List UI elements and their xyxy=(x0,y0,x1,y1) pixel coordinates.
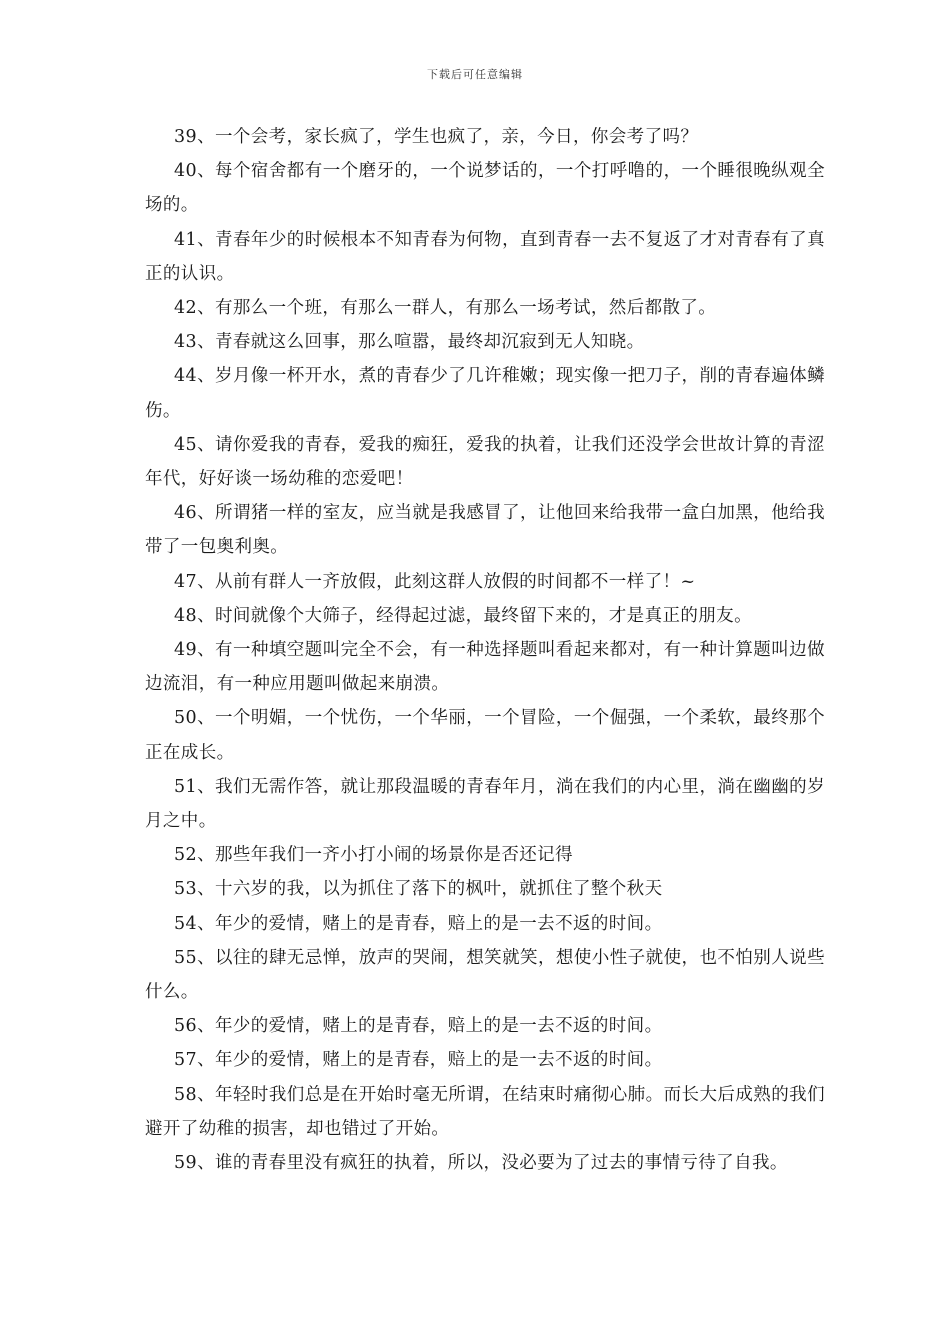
paragraph-56: 56、年少的爱情，赌上的是青春，赔上的是一去不返的时间。 xyxy=(174,1016,663,1037)
paragraph-48: 48、时间就像个大筛子，经得起过滤，最终留下来的，才是真正的朋友。 xyxy=(174,605,752,626)
paragraph-50: 50、一个明媚，一个忧伤，一个华丽，一个冒险，一个倔强，一个柔软，最终那个正在成长。 xyxy=(145,708,825,763)
paragraph-51: 51、我们无需作答，就让那段温暖的青春年月，淌在我们的内心里，淌在幽幽的岁月之中。 xyxy=(145,776,825,832)
paragraph-45: 45、请你爱我的青春，爱我的痴狂，爱我的执着，让我们还没学会世故计算的青涩年代，好好谈一场幼稚的恋爱吧！ xyxy=(145,434,825,490)
paragraph-53: 53、十六岁的我，以为抓住了落下的枫叶，就抓住了整个秋天 xyxy=(174,879,663,900)
paragraph-41: 41、青春年少的时候根本不知青春为何物，直到青春一去不复返了才对青春有了真正的认识。 xyxy=(145,229,825,284)
paragraph-59: 59、谁的青春里没有疯狂的执着，所以，没必要为了过去的事情亏待了自我。 xyxy=(174,1153,788,1174)
paragraph-42: 42、有那么一个班，有那么一群人，有那么一场考试，然后都散了。 xyxy=(174,298,717,319)
page-header: 下载后可任意编辑 xyxy=(427,68,523,81)
paragraph-47: 47、从前有群人一齐放假，此刻这群人放假的时间都不一样了！~ xyxy=(174,571,696,592)
paragraph-52: 52、那些年我们一齐小打小闹的场景你是否还记得 xyxy=(174,845,573,866)
paragraph-40: 40、每个宿舍都有一个磨牙的，一个说梦话的，一个打呼噜的，一个睡很晚纵观全场的。 xyxy=(145,161,825,216)
paragraph-57: 57、年少的爱情，赌上的是青春，赔上的是一去不返的时间。 xyxy=(174,1050,663,1071)
paragraph-58: 58、年轻时我们总是在开始时毫无所谓，在结束时痛彻心肺。而长大后成熟的我们避开了幼稚的损害，却也错过了开始。 xyxy=(145,1084,825,1139)
paragraph-43: 43、青春就这么回事，那么喧嚣，最终却沉寂到无人知晓。 xyxy=(174,332,645,353)
paragraph-39: 39、一个会考，家长疯了，学生也疯了，亲，今日，你会考了吗？ xyxy=(174,127,699,147)
paragraph-44: 44、岁月像一杯开水，煮的青春少了几许稚嫩；现实像一把刀子，削的青春遍体鳞伤。 xyxy=(145,366,825,421)
paragraph-49: 49、有一种填空题叫完全不会，有一种选择题叫看起来都对，有一种计算题叫边做边流泪，有一种应用题叫做起来崩溃。 xyxy=(145,640,825,695)
paragraph-46: 46、所谓猪一样的室友，应当就是我感冒了，让他回来给我带一盒白加黑，他给我带了一包奥利奥。 xyxy=(145,503,825,558)
paragraph-55: 55、以往的肆无忌惮，放声的哭闹，想笑就笑，想使小性子就使，也不怕别人说些什么。 xyxy=(145,947,825,1003)
document-body xyxy=(145,120,825,1180)
paragraph-54: 54、年少的爱情，赌上的是青春，赔上的是一去不返的时间。 xyxy=(174,913,663,934)
